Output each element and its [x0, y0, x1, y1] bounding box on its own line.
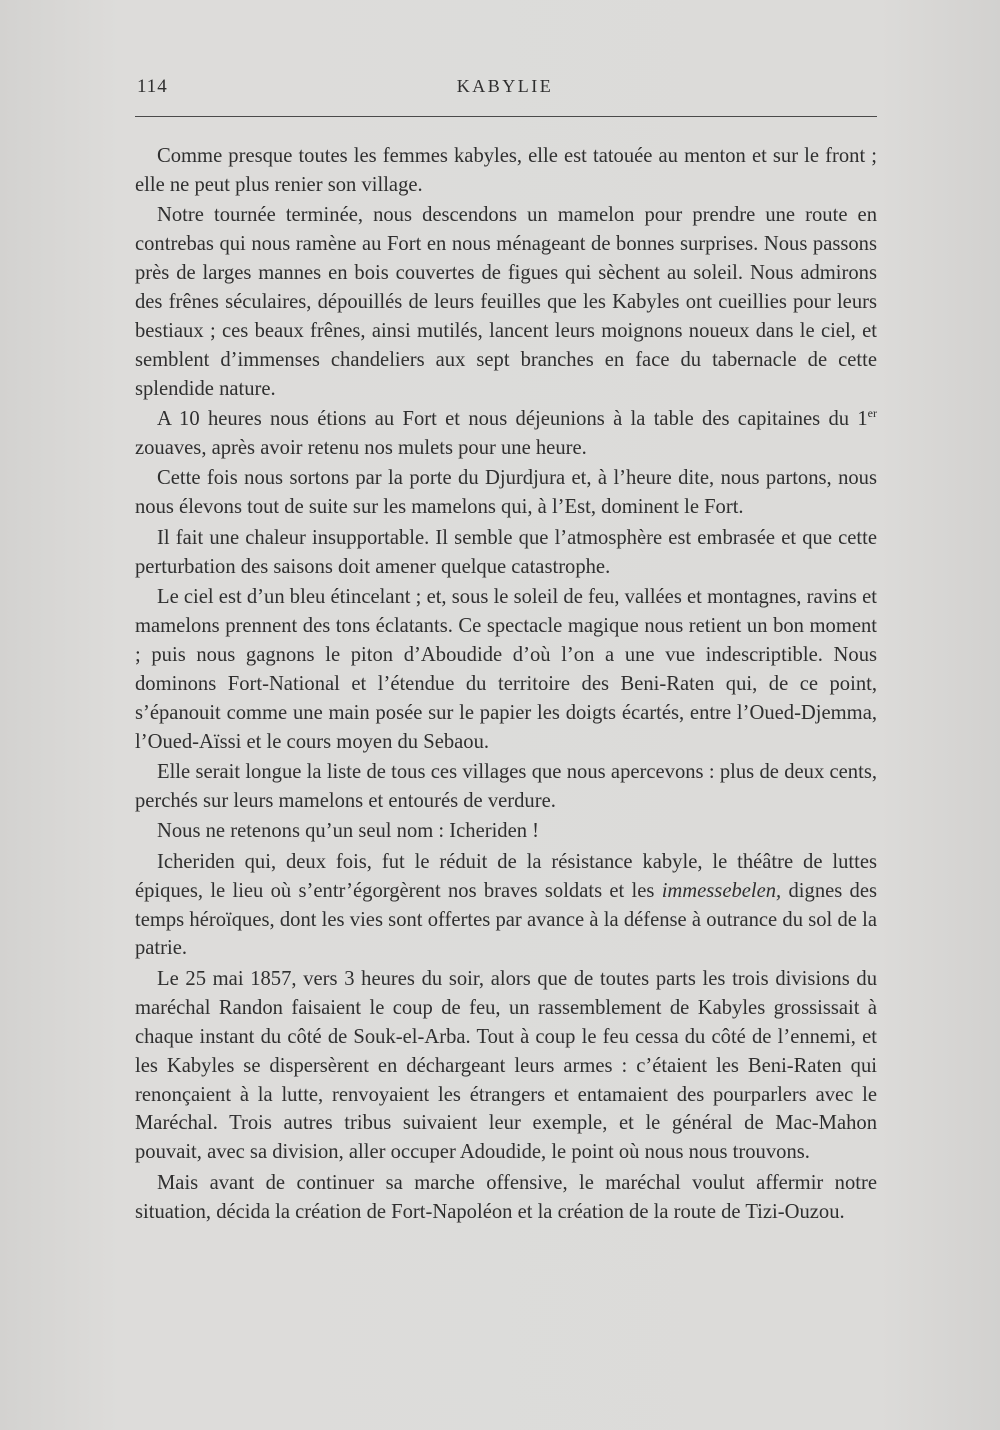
italic-term: immessebelen, [661, 879, 782, 902]
paragraph-text: A 10 heures nous étions au Fort et nous déjeunions à la table des capitaines du 1 [157, 408, 868, 431]
paragraph: Cette fois nous sortons par la porte du Djurdjura et, à l’heure dite, nous partons, nous nous élevons tout de suite sur les mamelons qui, à l’Est, dominent le Fort. [135, 467, 877, 519]
paragraph-text: Icheriden qui, deux fois, fut le réduit de la résistance kabyle, le théâtre de luttes épiques, le lieu où s’entr’égorgèrent nos braves soldats et les [135, 850, 877, 902]
ordinal-superscript: er [867, 406, 877, 421]
page-header [135, 74, 875, 104]
paragraph: Le ciel est d’un bleu étincelant ; et, sous le soleil de feu, vallées et montagnes, ravins et mamelons prennent des tons éclatants. Ce spectacle magique nous retient un bon moment ; puis nous gagnons le piton d’Aboudide d’où l’on a une vue indescriptible. Nous dominons Fort-National et l’étendue du territoire des Beni-Raten qui, de ce point, s’épanouit comme une main posée sur le papier les doigts écartés, entre l’Oued-Djemma, l’Oued-Aïssi et le cours moyen du Sebaou. [135, 586, 877, 753]
paragraph: Comme presque toutes les femmes kabyles, elle est tatouée au menton et sur le front ; elle ne peut plus renier son village. [135, 145, 877, 196]
paragraph: Nous ne retenons qu’un seul nom : Icheriden ! [157, 820, 540, 843]
paragraph: Elle serait longue la liste de tous ces villages que nous apercevons : plus de deux cents, perchés sur leurs mamelons et entourés de verdure. [135, 761, 877, 812]
paragraph-text: dignes des temps héroïques, dont les vies sont offertes par avance à la défense à outrance du sol de la patrie. [135, 879, 877, 960]
paragraph: Mais avant de continuer sa marche offensive, le maréchal voulut affermir notre situation, décida la création de Fort-Napoléon et la création de la route de Tizi-Ouzou. [135, 1171, 877, 1223]
page-number: 114 [137, 76, 168, 97]
paragraph [135, 848, 877, 964]
running-title: KABYLIE [456, 76, 554, 96]
body-text [135, 142, 877, 1228]
paragraph-text: zouaves, après avoir retenu nos mulets pour une heure. [135, 437, 587, 460]
paragraph: Il fait une chaleur insupportable. Il semble que l’atmosphère est embrasée et que cette perturbation des saisons doit amener quelque catastrophe. [135, 526, 877, 578]
header-rule [135, 116, 877, 117]
paragraph: Notre tournée terminée, nous descendons un mamelon pour prendre une route en contrebas qui nous ramène au Fort en nous ménageant de bonnes surprises. Nous passons près de larges mannes en bois couvertes de figues qui sèchent au soleil. Nous admirons des frênes séculaires, dépouillés de leurs feuilles que les Kabyles ont cueillies pour leurs bestiaux ; ces beaux frênes, ainsi mutilés, lancent leurs moignons noueux dans le ciel, et semblent d’immenses chandeliers aux sept branches en face du tabernacle de cette splendide nature. [135, 204, 877, 400]
paragraph: Le 25 mai 1857, vers 3 heures du soir, alors que de toutes parts les trois divisions du maréchal Randon faisaient le coup de feu, un rassemblement de Kabyles grossissait à chaque instant du côté de Souk-el-Arba. Tout à coup le feu cessa du côté de l’ennemi, et les Kabyles se dispersèrent en déchargeant leurs armes : c’étaient les Beni-Raten qui renonçaient à la lutte, renvoyaient les étrangers et entamaient des pourparlers avec le Maréchal. Trois autres tribus suivaient leur exemple, et le général de Mac-Mahon pouvait, avec sa division, aller occuper Adoudide, le point où nous nous trouvons. [135, 967, 877, 1164]
paragraph [135, 405, 877, 463]
